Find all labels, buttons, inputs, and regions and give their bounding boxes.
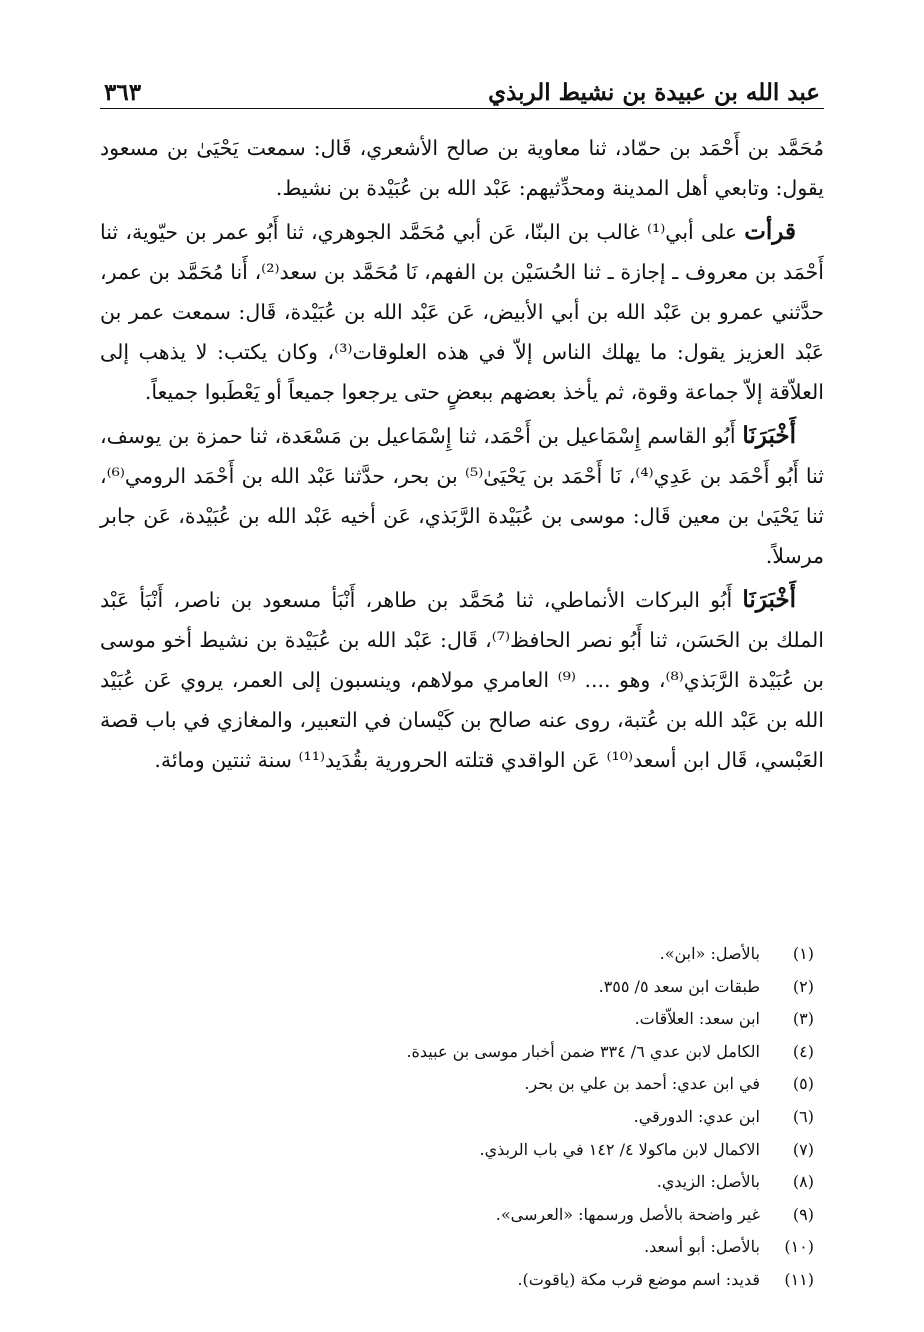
chapter-title: عبد الله بن عبيدة بن نشيط الربذي	[488, 79, 820, 106]
footnote	[110, 1036, 814, 1069]
footnote-number: (٦)	[792, 1106, 814, 1126]
running-header	[100, 66, 824, 112]
paragraph-lead: أَخْبَرَنَا	[742, 586, 796, 613]
footnote-text: قديد: اسم موضع قرب مكة (ياقوت).	[517, 1269, 760, 1289]
footnote-number: (٩)	[792, 1204, 814, 1224]
footnote-number: (١٠)	[784, 1237, 814, 1257]
page-number: ٣٦٣	[104, 79, 142, 106]
footnote-text: بالأصل: الزيدي.	[656, 1172, 760, 1192]
paragraph-text: أَبُو القاسم إِسْمَاعيل بن أَحْمَد، ثنا إِسْمَاعيل بن مَسْعَدة، ثنا حمزة بن يوسف، ثنا أَبُو أَحْمَد بن عَدِي⁽⁴⁾، نَا أَحْمَد بن يَحْيَىٰ⁽⁵⁾ بن بحر، حدَّثنا عَبْد الله بن أَحْمَد الرومي⁽⁶⁾، ثنا يَحْيَىٰ بن معين قَال: موسى بن عُبَيْدة الرَّبَذي، عَن أخيه عَبْد الله بن عُبَيْدة، عَن جابر مرسلاً.	[100, 424, 824, 568]
footnote-number: (١)	[792, 944, 814, 963]
footnote-text: بالأصل: «ابن».	[659, 944, 760, 963]
footnote	[110, 938, 814, 971]
paragraph-text: أَبُو البركات الأنماطي، ثنا مُحَمَّد بن طاهر، أَنْبَأ مسعود بن ناصر، أَنْبَأ عَبْد الملك بن الحَسَن، ثنا أَبُو نصر الحافظ⁽⁷⁾، قَال: عَبْد الله بن عُبَيْدة بن نشيط أخو موسى بن عُبَيْدة الرَّبَذي⁽⁸⁾، وهو .... ⁽⁹⁾ العامري مولاهم، وينسبون إلى العمر، يروي عَن عُبَيْد الله بن عَبْد الله بن عُتبة، روى عنه صالح بن كَيْسان في التعبير، والمغازي في باب قصة العَبْسي، قَال ابن أسعد⁽¹⁰⁾ عَن الواقدي قتلته الحرورية بقُدَيد⁽¹¹⁾ سنة ثنتين ومائة.	[100, 588, 824, 772]
footnotes	[110, 938, 814, 1297]
footnote	[110, 1003, 814, 1036]
footnote	[110, 1264, 814, 1297]
paragraph-lead: قرأت	[744, 218, 796, 245]
footnote-text: الاكمال لابن ماكولا ٤/ ١٤٢ في باب الربذي.	[479, 1139, 760, 1159]
footnote-text: غير واضحة بالأصل ورسمها: «العرسى».	[495, 1204, 760, 1224]
paragraph	[100, 580, 824, 780]
paragraph-text: مُحَمَّد بن أَحْمَد بن حمّاد، ثنا معاوية بن صالح الأشعري، قَال: سمعت يَحْيَىٰ بن مسعود يقول: وتابعي أهل المدينة ومحدِّثيهم: عَبْد الله بن عُبَيْدة بن نشيط.	[100, 136, 824, 200]
footnote	[110, 971, 814, 1004]
footnote	[110, 1134, 814, 1167]
footnote-text: بالأصل: أبو أسعد.	[644, 1237, 760, 1257]
footnote-text: طبقات ابن سعد ٥/ ٣٥٥.	[598, 976, 760, 996]
paragraph	[100, 128, 824, 208]
footnote	[110, 1166, 814, 1199]
footnote-text: ابن عدي: الدورقي.	[633, 1106, 760, 1126]
footnote-text: في ابن عدي: أحمد بن علي بن بحر.	[524, 1074, 760, 1094]
footnote-text: الكامل لابن عدي ٦/ ٣٣٤ ضمن أخبار موسى بن عبيدة.	[406, 1041, 760, 1061]
paragraph	[100, 212, 824, 412]
footnote	[110, 1101, 814, 1134]
paragraph-text: على أبي⁽¹⁾ غالب بن البنّا، عَن أبي مُحَمَّد الجوهري، ثنا أَبُو عمر بن حيّوية، ثنا أَحْمَد بن معروف ـ إجازة ـ ثنا الحُسَيْن بن الفهم، نَا مُحَمَّد بن سعد⁽²⁾، أَنا مُحَمَّد بن عمر، حدَّثني عمرو بن عَبْد الله بن أبي الأبيض، عَن عَبْد الله بن عُبَيْدة، قَال: سمعت عمر بن عَبْد العزيز يقول: ما يهلك الناس إلاّ في هذه العلوقات⁽³⁾، وكان يكتب: لا يذهب إلى العلاّقة إلاّ جماعة وقوة، ثم يأخذ بعضهم ببعضٍ حتى يرجعوا جميعاً أو يَعْطَبوا جميعاً.	[100, 220, 825, 404]
footnote-number: (٥)	[792, 1074, 814, 1094]
footnote-number: (٧)	[792, 1139, 814, 1159]
footnote-number: (٨)	[792, 1172, 814, 1192]
main-text	[100, 128, 824, 784]
footnote	[110, 1068, 814, 1101]
paragraph-lead: أَخْبَرَنَا	[742, 422, 796, 449]
footnote-text: ابن سعد: العلاّقات.	[634, 1009, 760, 1029]
paragraph	[100, 416, 824, 576]
footnote	[110, 1199, 814, 1232]
footnote-number: (١١)	[784, 1269, 814, 1289]
footnote-number: (٤)	[792, 1041, 814, 1061]
header-divider	[100, 108, 824, 109]
footnote-number: (٢)	[792, 976, 814, 996]
footnote-number: (٣)	[792, 1009, 814, 1029]
footnote	[110, 1231, 814, 1264]
